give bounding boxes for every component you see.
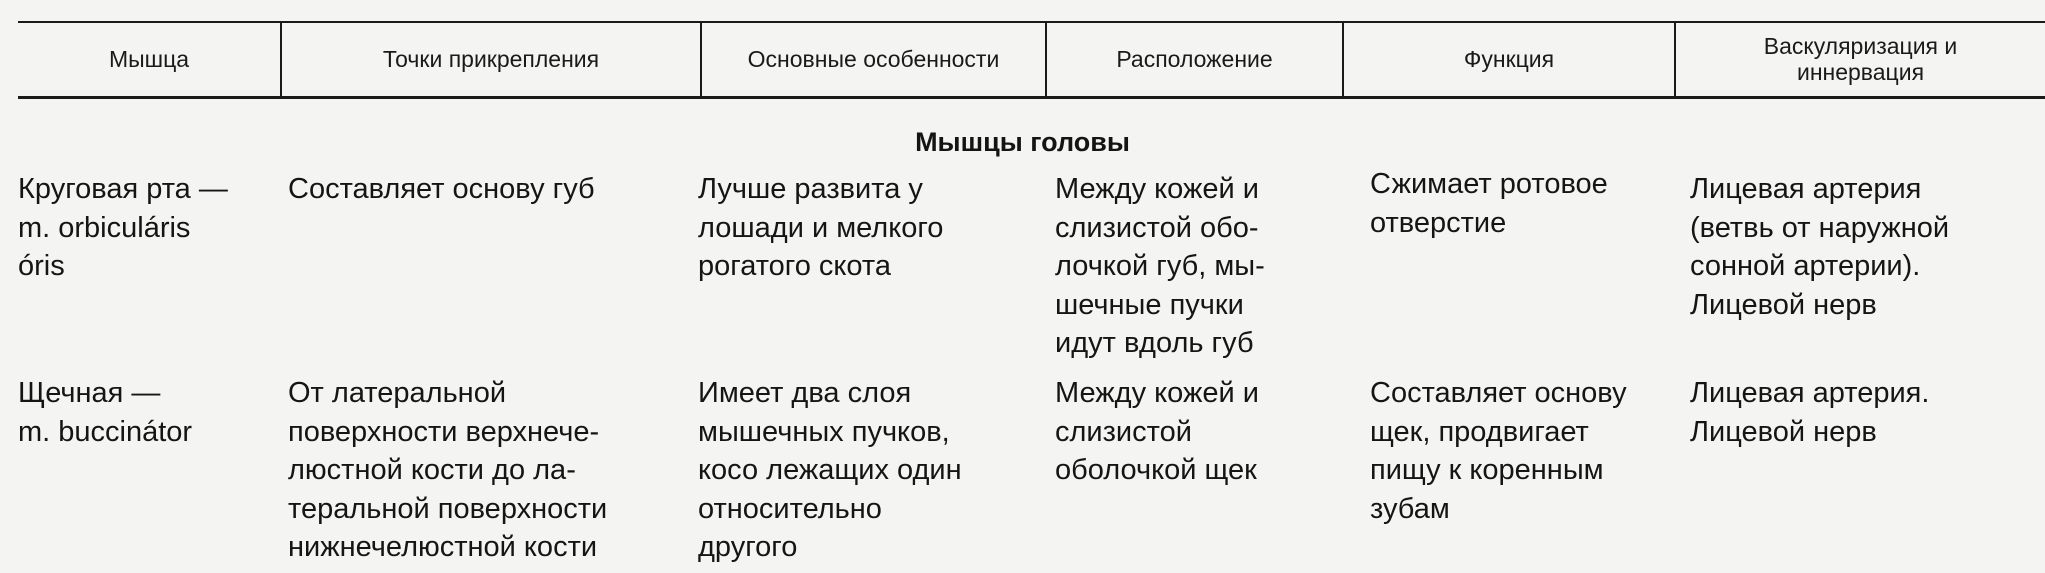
section-title: Мышцы головы bbox=[915, 127, 1130, 157]
cell-line: (ветвь от наружной bbox=[1690, 211, 1950, 244]
table-cell-function bbox=[1370, 374, 1627, 528]
cell-line: óris bbox=[18, 250, 65, 282]
table-cell-attachment bbox=[288, 170, 595, 209]
cell-line: лошади и мелкого bbox=[698, 211, 944, 244]
cell-line: m. buccinátor bbox=[18, 415, 193, 448]
cell-line: идут вдоль губ bbox=[1055, 327, 1254, 359]
table-cell-vascularization bbox=[1690, 374, 1929, 451]
table-cell-features bbox=[698, 374, 962, 567]
cell-line: Лучше развита у bbox=[698, 173, 923, 205]
cell-line: оболочкой щек bbox=[1055, 454, 1257, 486]
cell-line: косо лежащих один bbox=[698, 454, 962, 486]
cell-line: Составляет основу bbox=[1370, 377, 1627, 409]
table-cell-attachment bbox=[288, 374, 607, 567]
cell-line: сонной артерии). bbox=[1690, 250, 1921, 282]
cell-line: Лицевая артерия bbox=[1690, 173, 1922, 205]
cell-line: отверстие bbox=[1370, 206, 1507, 239]
cell-line: Лицевой нерв bbox=[1690, 415, 1877, 448]
cell-line: Лицевая артерия. bbox=[1690, 377, 1930, 409]
table-cell-features bbox=[698, 170, 943, 286]
cell-line: зубам bbox=[1370, 492, 1450, 525]
table-cell-location bbox=[1055, 374, 1259, 490]
cell-line: слизистой обо- bbox=[1055, 211, 1259, 244]
cell-line: Сжимает ротовое bbox=[1370, 168, 1608, 200]
cell-line: Составляет основу губ bbox=[288, 173, 595, 205]
table-header-rule bbox=[18, 96, 2045, 99]
table-cell-vascularization bbox=[1690, 170, 1949, 324]
cell-line: нижнечелюстной кости bbox=[288, 531, 598, 563]
cell-line: люстной кости до ла- bbox=[288, 454, 576, 486]
table-cell-location bbox=[1055, 170, 1265, 363]
header-vascularization bbox=[1676, 22, 2045, 96]
cell-line: другого bbox=[698, 531, 798, 563]
cell-line: рогатого скота bbox=[698, 250, 891, 282]
cell-line: пищу к коренным bbox=[1370, 454, 1604, 486]
header-location: Расположение bbox=[1116, 46, 1273, 72]
cell-line: мышечных пучков, bbox=[698, 415, 950, 448]
header-function: Функция bbox=[1463, 46, 1555, 72]
cell-line: относительно bbox=[698, 492, 882, 525]
header-vascularization-line: Васкуляризация и bbox=[1763, 33, 1958, 59]
cell-line: От латеральной bbox=[288, 377, 507, 409]
cell-line: Между кожей и bbox=[1055, 377, 1259, 409]
cell-line: Щечная — bbox=[18, 377, 161, 409]
cell-line: Между кожей и bbox=[1055, 173, 1259, 205]
cell-line: поверхности верхнече- bbox=[288, 415, 600, 448]
cell-line: Круговая рта — bbox=[18, 173, 228, 205]
cell-line: щек, продвигает bbox=[1370, 415, 1589, 448]
table-cell-muscle bbox=[18, 374, 192, 451]
cell-line: Лицевой нерв bbox=[1690, 288, 1877, 321]
header-attachment: Точки прикрепления bbox=[382, 46, 600, 72]
cell-line: слизистой bbox=[1055, 415, 1192, 448]
table-cell-function bbox=[1370, 165, 1608, 242]
header-vascularization-line: иннервация bbox=[1796, 59, 1925, 85]
cell-line: Имеет два слоя bbox=[698, 377, 912, 409]
cell-line: шечные пучки bbox=[1055, 288, 1244, 321]
header-features: Основные особенности bbox=[747, 46, 1000, 72]
header-muscle: Мышца bbox=[108, 46, 190, 72]
table-cell-muscle bbox=[18, 170, 228, 286]
cell-line: m. orbiculáris bbox=[18, 211, 191, 244]
cell-line: теральной поверхности bbox=[288, 492, 608, 525]
cell-line: лочкой губ, мы- bbox=[1055, 250, 1265, 282]
